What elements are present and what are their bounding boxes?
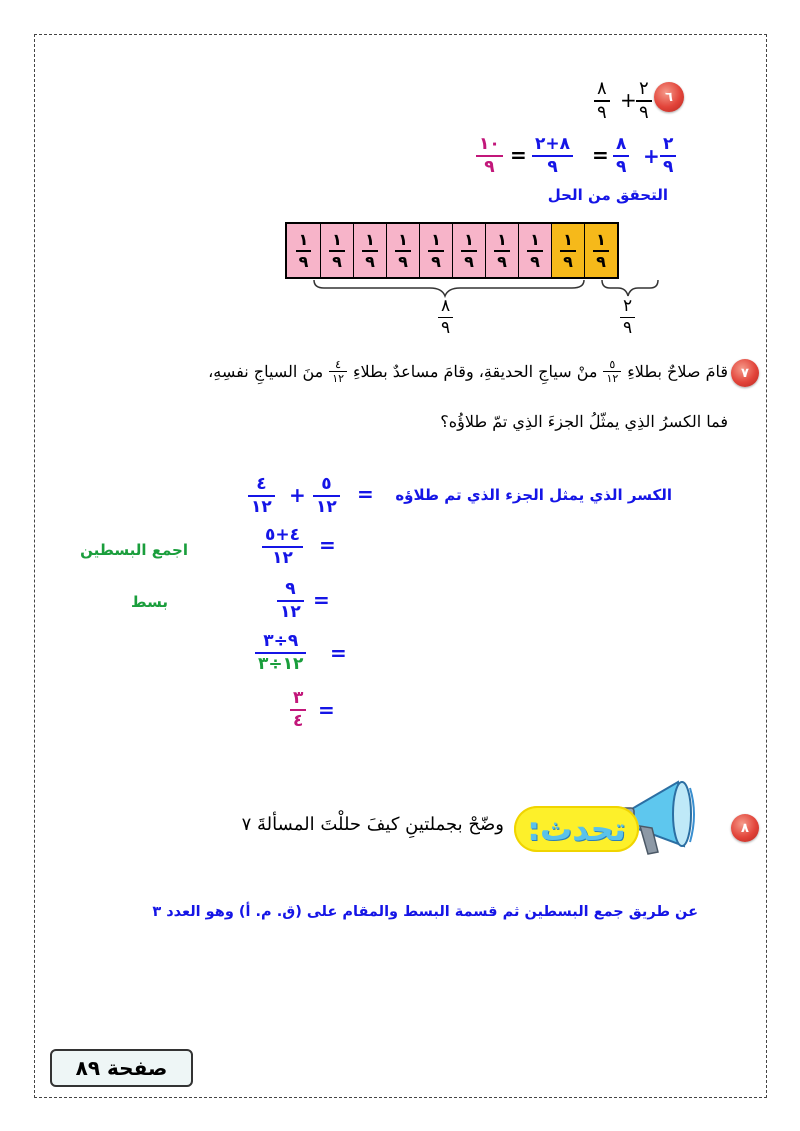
unit-fraction: $\frac{١}{٩}$	[362, 232, 378, 270]
result-fraction: ١٠ ٩	[476, 136, 503, 176]
strip-cell	[551, 224, 584, 277]
step-5-fraction: ٣ ٤	[290, 690, 306, 730]
sum-fraction: ٨+٢ ٩	[532, 136, 573, 176]
line1-text-c: منَ السياجِ نفسِهِ،	[208, 362, 324, 381]
strip-cell	[386, 224, 419, 277]
step-4-denominator: ١٢÷٣	[258, 654, 304, 674]
strip-cell	[353, 224, 386, 277]
unit-fraction: $\frac{١}{٩}$	[395, 232, 411, 270]
brace-eight-ninths	[314, 280, 584, 296]
unit-fraction: $\frac{١}{٩}$	[296, 232, 312, 270]
step-1-equals: =	[357, 482, 374, 506]
problem-7-line-1	[38, 359, 728, 384]
addend-b: ٢ ٩	[660, 136, 676, 176]
unit-fraction: $\frac{١}{٩}$	[527, 232, 543, 270]
fraction-strip	[285, 222, 619, 279]
step-4-equals: =	[330, 641, 347, 665]
unit-fraction: $\frac{١}{٩}$	[593, 232, 609, 270]
unit-fraction: $\frac{١}{٩}$	[329, 232, 345, 270]
step-4-fraction	[255, 633, 306, 673]
fraction-five-twelfths: $\frac{٥}{١٢}$	[603, 359, 621, 384]
strip-cell	[584, 224, 617, 277]
brace-two-ninths	[602, 280, 658, 296]
plus-sign: +	[643, 144, 660, 168]
problem-8-prompt: وضّحْ بجملتينِ كيفَ حللْتَ المسألةَ ٧	[241, 814, 504, 835]
strip-cell	[419, 224, 452, 277]
fraction-a: ٨ ٩	[594, 80, 610, 122]
equals-sign: =	[592, 143, 609, 167]
step-2-equals: =	[319, 533, 336, 557]
strip-cell	[320, 224, 353, 277]
brace-small-label: ٢ ٩	[620, 298, 635, 337]
step-2-fraction: ٤+٥ ١٢	[262, 527, 303, 567]
step-1-fraction-a: ٥ ١٢	[313, 476, 340, 516]
strip-braces	[300, 276, 670, 306]
plus-sign: +	[620, 88, 637, 112]
step-3-note: بسط	[131, 593, 168, 611]
step-2-note: اجمع البسطين	[80, 541, 188, 559]
unit-fraction: $\frac{١}{٩}$	[494, 232, 510, 270]
line1-text-a: قامَ صلاحٌ بطلاءِ	[627, 362, 728, 381]
step-1-plus: +	[289, 483, 306, 507]
step-5-equals: =	[318, 698, 335, 722]
brace-big-label: ٨ ٩	[438, 298, 453, 337]
fraction-four-twelfths: $\frac{٤}{١٢}$	[329, 359, 347, 384]
strip-cell	[518, 224, 551, 277]
unit-fraction: $\frac{١}{٩}$	[461, 232, 477, 270]
problem-7-number-badge: ٧	[731, 359, 759, 387]
problem-6-number-badge: ٦	[654, 82, 684, 112]
problem-7-answer-label: الكسر الذي يمثل الجزء الذي تم طلاؤه	[395, 486, 672, 504]
step-4-numerator: ٩÷٣	[263, 631, 299, 651]
fraction-b: ٢ ٩	[636, 80, 652, 122]
unit-fraction: $\frac{١}{٩}$	[428, 232, 444, 270]
step-3-equals: =	[313, 588, 330, 612]
page-number-label: صفحة ٨٩	[50, 1049, 193, 1087]
addend-a: ٨ ٩	[613, 136, 629, 176]
line1-text-b: منْ سياجِ الحديقةِ، وقامَ مساعدٌ بطلاءِ	[353, 362, 598, 381]
strip-cell	[287, 224, 320, 277]
step-1-fraction-b: ٤ ١٢	[248, 476, 275, 516]
problem-7-line-2: فما الكسرُ الذِي يمثّلُ الجزءَ الذِي تمّ طلاؤُه؟	[440, 412, 728, 431]
check-solution-title: التحقق من الحل	[547, 186, 668, 204]
step-3-fraction: ٩ ١٢	[277, 581, 304, 621]
problem-8-number-badge: ٨	[731, 814, 759, 842]
problem-8-answer: عن طريق جمع البسطين ثم قسمة البسط والمقام على (ق. م. أ) وهو العدد ٣	[152, 904, 698, 920]
talk-badge-word: تحدث:	[527, 810, 626, 848]
equals-sign: =	[510, 143, 527, 167]
strip-cell	[452, 224, 485, 277]
unit-fraction: $\frac{١}{٩}$	[560, 232, 576, 270]
strip-cell	[485, 224, 518, 277]
talk-badge	[514, 806, 639, 852]
